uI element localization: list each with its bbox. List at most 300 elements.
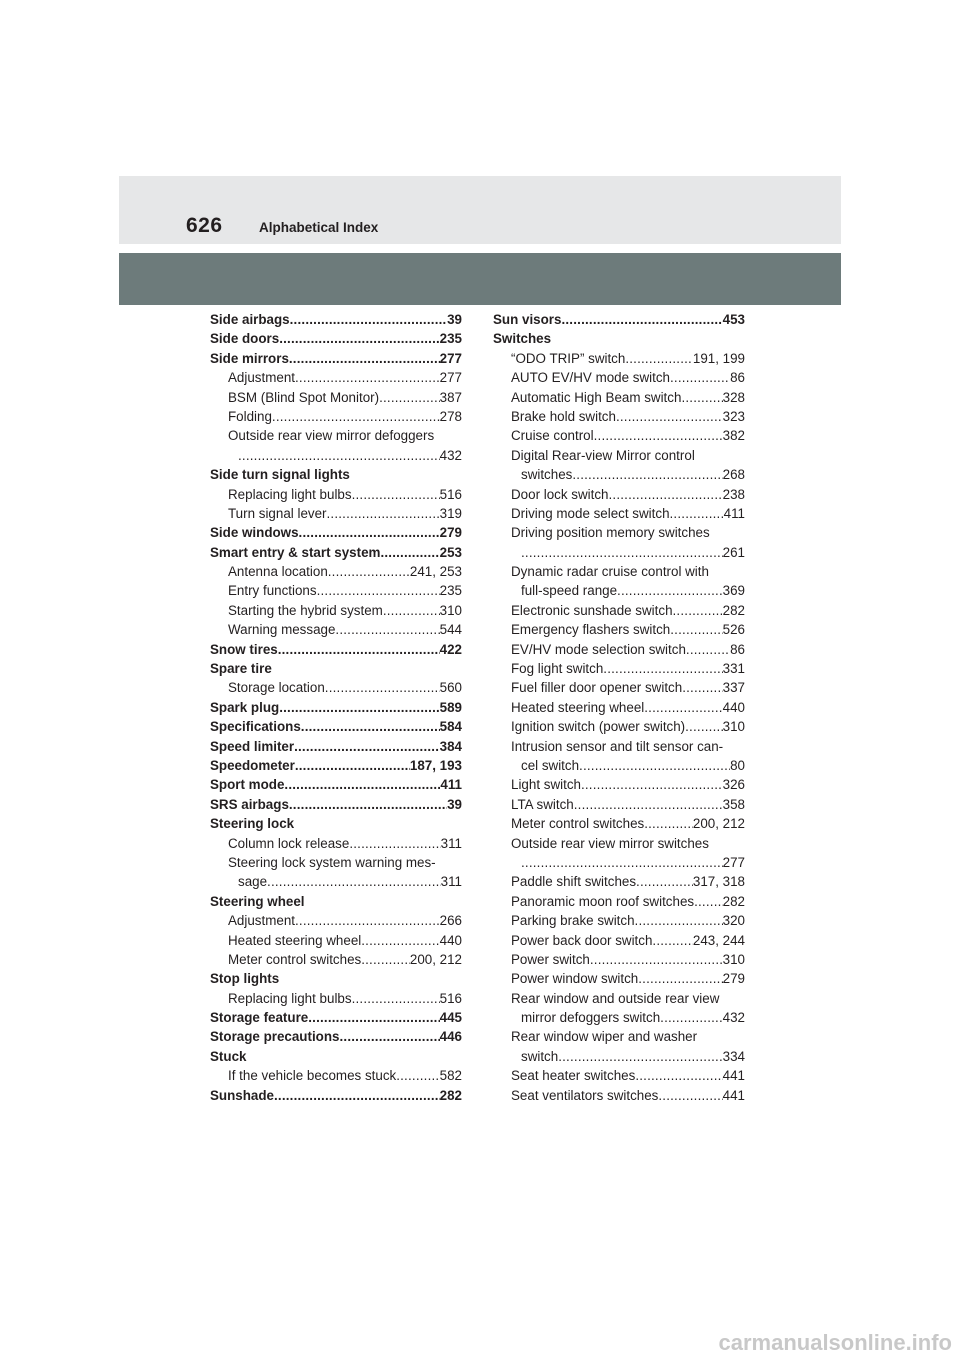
page-reference: 453 <box>722 312 745 327</box>
page-reference: 411 <box>440 777 462 793</box>
page-reference: 582 <box>439 1068 462 1084</box>
index-term: Meter control switches <box>511 816 645 832</box>
dot-leader <box>635 1066 722 1085</box>
dot-leader <box>238 446 440 465</box>
index-term: cel switch <box>521 757 580 773</box>
dot-leader <box>652 931 692 950</box>
index-term: Sport mode <box>210 777 285 793</box>
page-reference: 266 <box>439 913 462 929</box>
index-entry <box>493 872 745 891</box>
index-entry <box>210 756 462 775</box>
dot-leader <box>682 678 722 697</box>
page-reference: 191, 199 <box>692 350 745 366</box>
index-term: Cruise control <box>511 428 594 444</box>
page-reference: 584 <box>439 719 462 735</box>
page-reference: 544 <box>439 622 462 638</box>
index-entry <box>210 523 462 542</box>
index-entry <box>493 426 745 445</box>
index-term: Starting the hybrid system <box>228 602 383 618</box>
index-term: Door lock switch <box>511 486 609 502</box>
index-entry <box>493 1066 745 1085</box>
page-reference: 589 <box>439 699 462 715</box>
index-term: Steering wheel <box>210 893 305 909</box>
page-reference: 235 <box>439 331 462 347</box>
page-reference: 334 <box>722 1048 745 1064</box>
index-entry <box>493 368 745 387</box>
index-entry <box>210 446 462 465</box>
dot-leader <box>685 717 723 736</box>
index-term: Light switch <box>511 777 581 793</box>
page-reference: 358 <box>722 796 745 812</box>
index-entry <box>210 814 462 833</box>
index-term: Column lock release <box>228 835 350 851</box>
index-entry <box>493 465 745 484</box>
index-entry <box>493 834 745 853</box>
header-band <box>119 176 841 244</box>
index-term: Heated steering wheel <box>511 699 645 715</box>
dot-leader <box>638 969 722 988</box>
index-entry <box>210 1066 462 1085</box>
dot-leader <box>616 407 723 426</box>
index-term: Adjustment <box>228 370 295 386</box>
dot-leader <box>379 388 440 407</box>
page-reference: 39 <box>447 312 462 327</box>
index-entry <box>210 1047 462 1066</box>
index-term: BSM (Blind Spot Monitor) <box>228 389 380 405</box>
index-term: Fuel filler door opener switch <box>511 680 683 696</box>
index-entry <box>493 640 745 659</box>
index-entry <box>493 950 745 969</box>
page-reference: 387 <box>439 389 462 405</box>
index-entry <box>210 931 462 950</box>
index-entry <box>210 407 462 426</box>
index-entry <box>493 775 745 794</box>
page-reference: 279 <box>439 525 462 541</box>
page-number: 626 <box>186 214 223 237</box>
index-entry <box>210 795 462 814</box>
dot-leader <box>289 795 447 814</box>
index-entry <box>493 523 745 542</box>
page-reference: 560 <box>439 680 462 696</box>
page-reference: 320 <box>722 913 745 929</box>
index-entry <box>493 814 745 833</box>
index-term: Power switch <box>511 951 590 967</box>
index-entry <box>210 1027 462 1046</box>
dot-leader <box>325 678 440 697</box>
index-entry <box>493 931 745 950</box>
dot-leader <box>295 756 410 775</box>
index-entry <box>210 310 462 329</box>
dot-leader <box>335 620 439 639</box>
dot-leader <box>694 892 723 911</box>
dot-leader <box>290 310 447 329</box>
index-term: If the vehicle becomes stuck <box>228 1068 397 1084</box>
index-term: Side airbags <box>210 312 290 327</box>
index-entry <box>493 310 745 329</box>
index-term: Spare tire <box>210 661 272 677</box>
dot-leader <box>558 1047 722 1066</box>
index-term: Heated steering wheel <box>228 932 362 948</box>
index-entry <box>493 1086 745 1105</box>
index-entry <box>210 543 462 562</box>
index-term: EV/HV mode selection switch <box>511 641 686 657</box>
index-entry <box>210 581 462 600</box>
index-entry <box>210 426 462 445</box>
index-entry <box>493 1008 745 1027</box>
index-term: Warning message <box>228 622 336 638</box>
index-term: Smart entry & start system <box>210 544 381 560</box>
dot-leader <box>272 407 440 426</box>
page-reference: 277 <box>439 350 462 366</box>
index-term: Seat ventilators switches <box>511 1087 659 1103</box>
page-reference: 80 <box>730 757 745 773</box>
index-term: Automatic High Beam switch <box>511 389 682 405</box>
index-term: AUTO EV/HV mode switch <box>511 370 671 386</box>
page-reference: 440 <box>439 932 462 948</box>
index-term: mirror defoggers switch <box>521 1010 661 1026</box>
index-entry <box>493 659 745 678</box>
dot-leader <box>361 950 410 969</box>
index-term: Side turn signal lights <box>210 467 350 483</box>
index-term: Adjustment <box>228 913 295 929</box>
index-entry <box>210 640 462 659</box>
index-entry <box>493 698 745 717</box>
index-term: Steering lock system warning mes- <box>228 854 436 870</box>
index-entry <box>493 737 745 756</box>
index-term: Rear window and outside rear view <box>511 990 720 1006</box>
index-entry <box>210 1008 462 1027</box>
index-term: Snow tires <box>210 641 278 657</box>
dot-leader <box>352 485 440 504</box>
index-entry <box>210 872 462 891</box>
dot-leader <box>317 581 440 600</box>
dot-leader <box>396 1066 439 1085</box>
index-entry <box>493 989 745 1008</box>
dot-leader <box>603 659 722 678</box>
index-term: Sun visors <box>493 312 562 327</box>
index-entry <box>493 388 745 407</box>
dot-leader <box>289 349 440 368</box>
page-reference: 331 <box>722 661 745 677</box>
dot-leader <box>660 1008 722 1027</box>
page-reference: 235 <box>439 583 462 599</box>
page-reference: 277 <box>722 854 745 870</box>
index-term: Side windows <box>210 525 299 541</box>
index-term: Power window switch <box>511 971 639 987</box>
index-entry <box>493 581 745 600</box>
page-reference: 241, 253 <box>409 564 462 580</box>
index-entry <box>493 969 745 988</box>
page-reference: 277 <box>439 370 462 386</box>
index-term: Turn signal lever <box>228 505 327 521</box>
index-term: Stuck <box>210 1048 247 1064</box>
page-reference: 337 <box>722 680 745 696</box>
dot-leader <box>279 698 439 717</box>
index-entry <box>210 329 462 348</box>
index-entry <box>210 620 462 639</box>
index-entry <box>210 349 462 368</box>
index-term: Panoramic moon roof switches <box>511 893 695 909</box>
page-reference: 382 <box>722 428 745 444</box>
index-term: Folding <box>228 408 272 424</box>
index-entry <box>210 465 462 484</box>
dot-leader <box>561 310 722 329</box>
dot-leader <box>608 485 722 504</box>
page-reference: 282 <box>722 893 745 909</box>
index-term: Fog light switch <box>511 661 604 677</box>
index-entry <box>493 329 745 348</box>
index-term: “ODO TRIP” switch <box>511 350 626 366</box>
dot-leader <box>635 911 723 930</box>
dot-leader <box>328 562 410 581</box>
index-entry <box>210 950 462 969</box>
index-entry <box>493 407 745 426</box>
index-term: switch <box>521 1048 559 1064</box>
index-entry <box>493 349 745 368</box>
index-term: Stop lights <box>210 971 280 987</box>
index-entry <box>210 737 462 756</box>
index-entry <box>210 562 462 581</box>
index-term: sage <box>238 874 268 890</box>
index-entry <box>493 1047 745 1066</box>
index-entry <box>493 717 745 736</box>
page-reference: 253 <box>439 544 462 560</box>
dot-leader <box>521 543 723 562</box>
page-reference: 411 <box>723 505 745 521</box>
index-term: Speedometer <box>210 757 295 773</box>
page-reference: 328 <box>722 389 745 405</box>
dot-leader <box>572 465 722 484</box>
index-entry <box>210 388 462 407</box>
page-reference: 86 <box>730 641 745 657</box>
index-entry <box>210 775 462 794</box>
index-entry <box>210 368 462 387</box>
page-reference: 238 <box>722 486 745 502</box>
page-reference: 323 <box>722 408 745 424</box>
index-entry <box>493 853 745 872</box>
page-reference: 326 <box>722 777 745 793</box>
dot-leader <box>686 640 730 659</box>
section-band <box>119 253 841 305</box>
dot-leader <box>279 329 439 348</box>
dot-leader <box>636 872 693 891</box>
dot-leader <box>670 620 722 639</box>
index-term: Speed limiter <box>210 738 295 754</box>
page-reference: 441 <box>722 1068 745 1084</box>
index-term: Replacing light bulbs <box>228 486 352 502</box>
dot-leader <box>274 1086 440 1105</box>
index-term: Dynamic radar cruise control with <box>511 564 709 580</box>
dot-leader <box>574 795 723 814</box>
dot-leader <box>380 543 439 562</box>
index-term: Emergency flashers switch <box>511 622 671 638</box>
page-reference: 432 <box>439 447 462 463</box>
dot-leader <box>590 950 723 969</box>
index-term: Driving position memory switches <box>511 525 710 541</box>
dot-leader <box>383 601 440 620</box>
index-entry <box>493 562 745 581</box>
dot-leader <box>681 388 722 407</box>
page-reference: 282 <box>439 1087 462 1103</box>
page-reference: 311 <box>440 874 462 890</box>
page-reference: 187, 193 <box>409 757 462 773</box>
dot-leader <box>625 349 693 368</box>
index-term: Side doors <box>210 331 280 347</box>
index-entry <box>493 1027 745 1046</box>
page-reference: 369 <box>722 583 745 599</box>
dot-leader <box>658 1086 722 1105</box>
page-reference: 446 <box>439 1029 462 1045</box>
page-reference: 319 <box>439 505 462 521</box>
page-reference: 310 <box>439 602 462 618</box>
dot-leader <box>295 368 440 387</box>
index-entry <box>493 504 745 523</box>
index-term: Antenna location <box>228 564 328 580</box>
index-term: Entry functions <box>228 583 317 599</box>
page-reference: 445 <box>439 1010 462 1026</box>
index-term: Seat heater switches <box>511 1068 636 1084</box>
index-term: Driving mode select switch <box>511 505 670 521</box>
index-entry <box>210 659 462 678</box>
dot-leader <box>617 581 723 600</box>
page-reference: 268 <box>722 467 745 483</box>
dot-leader <box>670 368 730 387</box>
index-term: SRS airbags <box>210 796 289 812</box>
page-reference: 279 <box>722 971 745 987</box>
index-entry <box>493 485 745 504</box>
dot-leader <box>579 756 730 775</box>
dot-leader <box>284 775 440 794</box>
index-entry <box>210 853 462 872</box>
index-column-right <box>493 310 745 1105</box>
page-reference: 261 <box>722 544 745 560</box>
index-term: Electronic sunshade switch <box>511 602 673 618</box>
index-entry <box>210 1086 462 1105</box>
index-entry <box>493 620 745 639</box>
page-reference: 432 <box>722 1010 745 1026</box>
index-term: Steering lock <box>210 816 295 832</box>
index-entry <box>210 892 462 911</box>
section-title: Alphabetical Index <box>259 220 379 235</box>
index-term: switches <box>521 467 573 483</box>
dot-leader <box>308 1008 439 1027</box>
index-entry <box>493 601 745 620</box>
index-term: Meter control switches <box>228 951 362 967</box>
dot-leader <box>352 989 440 1008</box>
dot-leader <box>267 872 441 891</box>
page-reference: 422 <box>439 641 462 657</box>
index-entry <box>210 601 462 620</box>
index-entry <box>210 717 462 736</box>
index-term: Power back door switch <box>511 932 653 948</box>
index-term: Digital Rear-view Mirror control <box>511 447 695 463</box>
dot-leader <box>644 698 722 717</box>
dot-leader <box>361 931 439 950</box>
index-term: Switches <box>493 331 552 347</box>
index-term: Rear window wiper and washer <box>511 1029 698 1045</box>
index-term: Storage feature <box>210 1010 309 1026</box>
index-entry <box>493 446 745 465</box>
page-reference: 310 <box>722 951 745 967</box>
index-term: Sunshade <box>210 1087 274 1103</box>
page-reference: 317, 318 <box>692 874 745 890</box>
index-term: Spark plug <box>210 699 280 715</box>
page-reference: 516 <box>439 486 462 502</box>
index-entry <box>210 678 462 697</box>
index-entry <box>210 989 462 1008</box>
index-entry <box>493 911 745 930</box>
dot-leader <box>299 523 440 542</box>
page-reference: 526 <box>722 622 745 638</box>
index-term: Storage precautions <box>210 1029 340 1045</box>
index-term: Outside rear view mirror defoggers <box>228 428 435 444</box>
index-entry <box>493 543 745 562</box>
index-entry <box>210 698 462 717</box>
index-term: Specifications <box>210 719 301 735</box>
index-term: Ignition switch (power switch) <box>511 719 686 735</box>
page-reference: 86 <box>730 370 745 386</box>
index-entry <box>210 911 462 930</box>
page-reference: 441 <box>722 1087 745 1103</box>
watermark: carmanualsonline.info <box>718 1330 952 1355</box>
index-entry <box>210 485 462 504</box>
page-reference: 440 <box>722 699 745 715</box>
index-entry <box>493 756 745 775</box>
page-reference: 39 <box>447 796 462 812</box>
dot-leader <box>594 426 723 445</box>
index-term: Storage location <box>228 680 325 696</box>
page-reference: 384 <box>439 738 462 754</box>
index-term: Paddle shift switches <box>511 874 637 890</box>
dot-leader <box>294 737 440 756</box>
dot-leader <box>339 1027 439 1046</box>
dot-leader <box>349 834 440 853</box>
page-reference: 200, 212 <box>692 816 745 832</box>
dot-leader <box>278 640 440 659</box>
index-column-left <box>210 310 462 1105</box>
page-reference: 200, 212 <box>409 951 462 967</box>
index-term: Side mirrors <box>210 350 289 366</box>
index-term: LTA switch <box>511 796 574 812</box>
index-entry <box>493 892 745 911</box>
dot-leader <box>644 814 693 833</box>
index-entry <box>493 795 745 814</box>
dot-leader <box>521 853 723 872</box>
dot-leader <box>670 504 724 523</box>
dot-leader <box>581 775 723 794</box>
dot-leader <box>301 717 440 736</box>
dot-leader <box>327 504 440 523</box>
index-entry <box>210 834 462 853</box>
dot-leader <box>673 601 723 620</box>
index-term: Intrusion sensor and tilt sensor can- <box>511 738 724 754</box>
index-entry <box>210 969 462 988</box>
index-term: Parking brake switch <box>511 913 635 929</box>
page-reference: 278 <box>439 408 462 424</box>
index-term: Outside rear view mirror switches <box>511 835 709 851</box>
index-term: Brake hold switch <box>511 408 616 424</box>
page-reference: 516 <box>439 990 462 1006</box>
index-entry <box>493 678 745 697</box>
index-term: Replacing light bulbs <box>228 990 352 1006</box>
page-reference: 310 <box>722 719 745 735</box>
page-reference: 243, 244 <box>692 932 745 948</box>
dot-leader <box>295 911 440 930</box>
index-term: full-speed range <box>521 583 618 599</box>
page-reference: 311 <box>440 835 462 851</box>
page-reference: 282 <box>722 602 745 618</box>
index-entry <box>210 504 462 523</box>
